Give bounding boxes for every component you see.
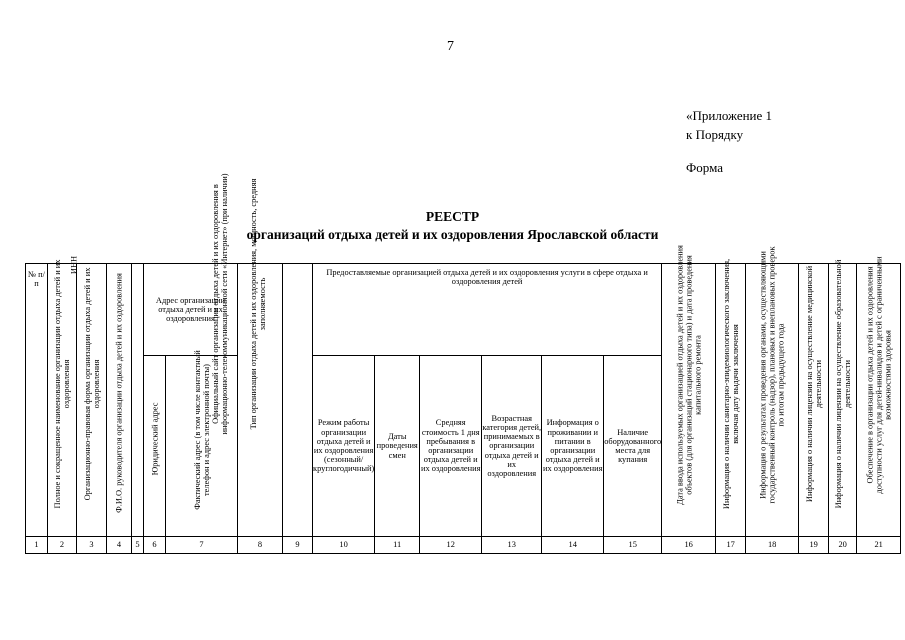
- header-col-3: Организационно-правовая форма организации отдыха детей и их оздоровления: [82, 267, 101, 501]
- header-col-12: Средняя стоимость 1 дня пребывания в организации отдыха детей и их оздоровления: [420, 356, 482, 537]
- appendix-note: [686, 106, 772, 144]
- header-col-21: Обеспечение в организации отдыха детей и их оздоровления доступности услуг для детей-инвалидов и детей с ограниченными возможностями здоровья: [865, 256, 893, 494]
- header-col-9: Тип организации отдыха детей и их оздоровления, мощность, средняя заполняемость: [248, 178, 267, 430]
- appendix-line-1: «Приложение 1: [686, 108, 773, 123]
- header-col-5: ИНН: [69, 255, 78, 275]
- page-number: 7: [447, 39, 454, 54]
- column-number: 15: [604, 537, 662, 554]
- header-col-17: Информация о наличии санитарно-эпидемиологического заключения, включая дату выдачи заключения: [721, 258, 740, 510]
- header-col-16: Дата ввода используемых организацией отдыха детей и их оздоровления объектов (для организаций стационарного типа) и дата проведения капитального ремонта: [675, 245, 703, 505]
- header-col-19: Информация о наличии лицензии на осуществление медицинской деятельности: [804, 265, 823, 503]
- column-number: 19: [799, 537, 829, 554]
- header-col-14: Информация о проживании и питании в организации отдыха детей и их оздоровления: [542, 356, 604, 537]
- column-number: 21: [857, 537, 901, 554]
- header-col-10: Режим работы организации отдыха детей и их оздоровления (сезонный/ круглогодичный): [313, 356, 375, 537]
- column-number: 16: [662, 537, 716, 554]
- column-number: 11: [375, 537, 420, 554]
- title-line-2: организаций отдыха детей и их оздоровления Ярославской области: [246, 227, 659, 242]
- header-col-7: Фактический адрес (в том числе контактный телефон и адрес электронной почты): [192, 350, 211, 510]
- column-number: 20: [829, 537, 857, 554]
- header-col-18: Информация о результатах проведения органами, осуществляющими государственный контроль (надзор), плановых и внеплановых проверок по итогам предыдущего года: [758, 246, 786, 504]
- column-number: 5: [132, 537, 144, 554]
- column-number: 8: [238, 537, 283, 554]
- header-col-4: Ф.И.О. руководителя организации отдыха детей и их оздоровления: [114, 273, 124, 513]
- column-number: 3: [77, 537, 107, 554]
- column-number: 17: [716, 537, 746, 554]
- column-number: 14: [542, 537, 604, 554]
- header-col-13: Возрастная категория детей, принимаемых в организации отдыха детей и их оздоровления: [482, 356, 542, 537]
- column-number: 7: [166, 537, 238, 554]
- column-number: 10: [313, 537, 375, 554]
- header-services-group: Предоставляемые организацией отдыха детей и их оздоровления услуги в сфере отдыха и оздоровления детей: [313, 264, 662, 356]
- column-number: 12: [420, 537, 482, 554]
- header-col-8: Официальный сайт организации отдыха детей и их оздоровления в информационно-телекоммуникационной сети «Интернет» (при наличии): [211, 173, 229, 435]
- column-number: 9: [283, 537, 313, 554]
- column-number: 4: [107, 537, 132, 554]
- column-number: 18: [746, 537, 799, 554]
- column-number: 6: [144, 537, 166, 554]
- appendix-line-2: к Порядку: [686, 127, 744, 142]
- form-label: Форма: [686, 160, 723, 175]
- title-line-1: РЕЕСТР: [425, 209, 480, 224]
- header-col-2: Полное и сокращенное наименование организации отдыха детей и их оздоровления: [53, 259, 71, 509]
- column-number: 13: [482, 537, 542, 554]
- column-number: 2: [48, 537, 77, 554]
- column-number: 1: [26, 537, 48, 554]
- header-col-6: Юридический адрес: [150, 402, 159, 476]
- header-col-20: Информация о наличии лицензии на осуществление образовательной деятельности: [833, 259, 852, 509]
- header-col-11: Даты проведения смен: [375, 356, 420, 537]
- header-col-15: Наличие оборудованного места для купания: [604, 356, 662, 537]
- header-address-group: Адрес организации отдыха детей и их оздоровления: [144, 264, 238, 356]
- header-col-1: № п/п: [26, 264, 48, 537]
